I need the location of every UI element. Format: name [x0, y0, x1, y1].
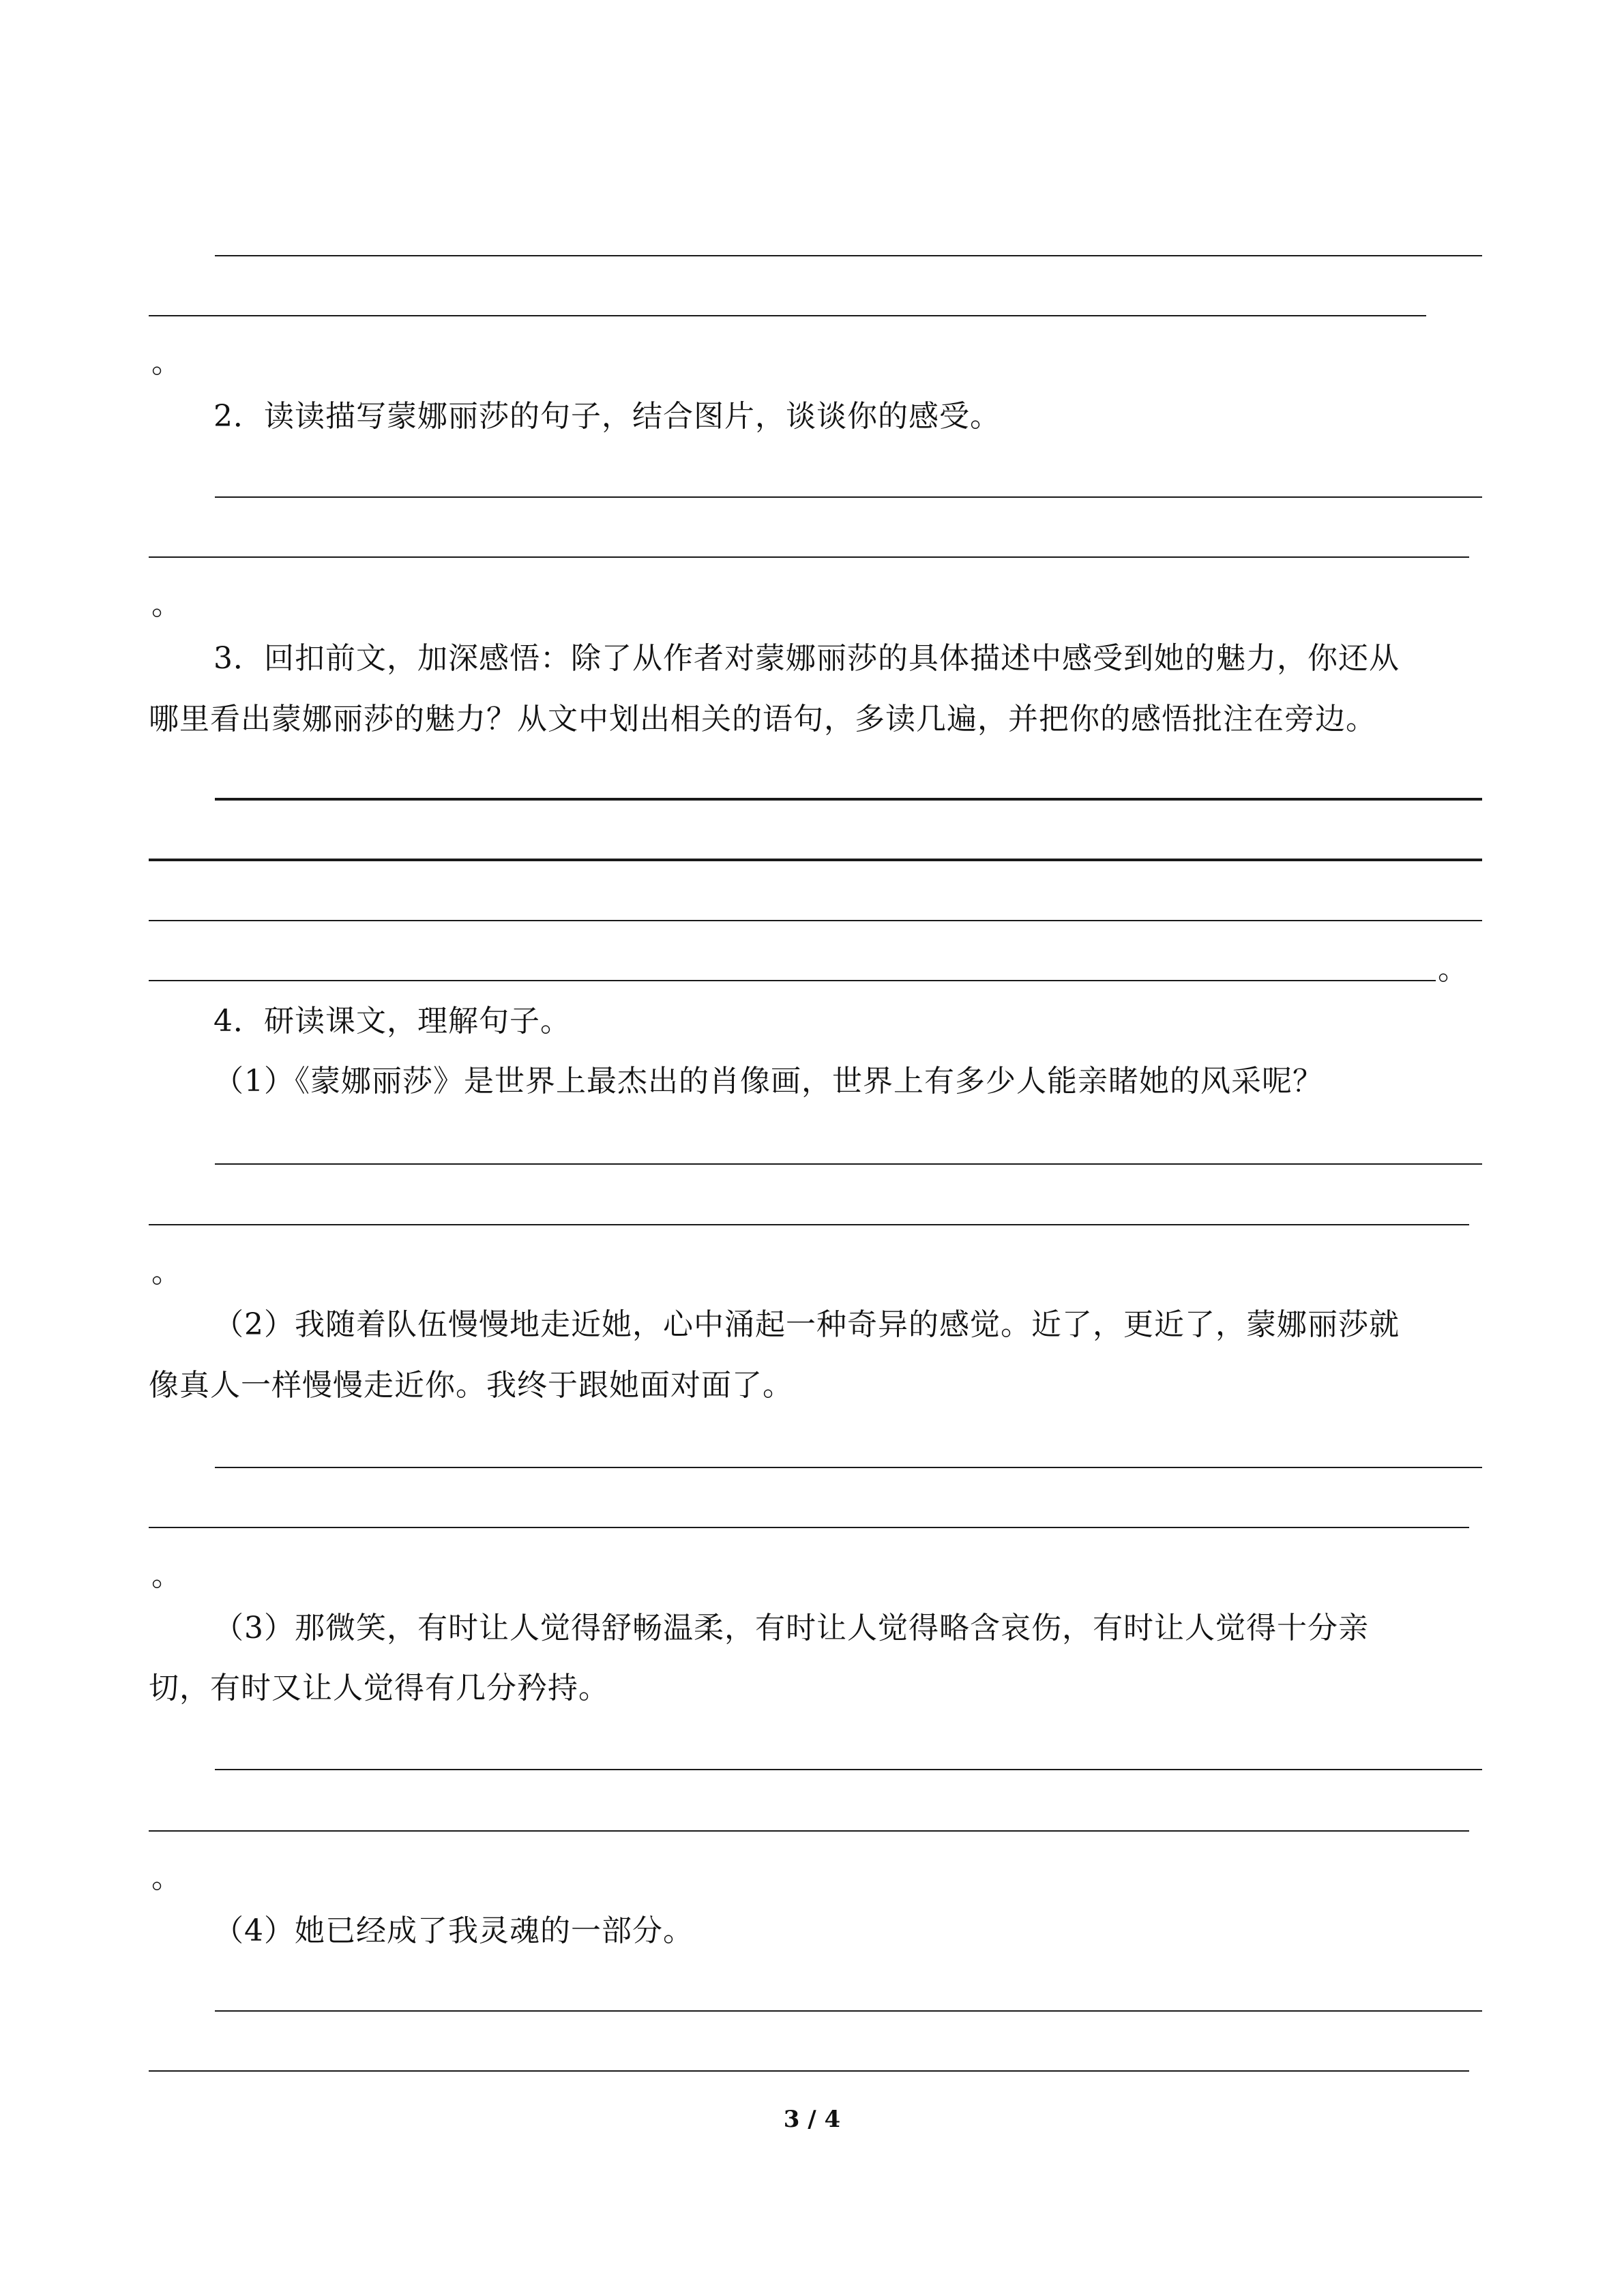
- question-3-line-1: 3．回扣前文，加深感悟：除了从作者对蒙娜丽莎的具体描述中感受到她的魅力，你还从: [213, 641, 1400, 676]
- question-4-3-line-2: 切，有时又让人觉得有几分矜持。: [149, 1671, 609, 1705]
- question-4-2-line-2: 像真人一样慢慢走近你。我终于跟她面对面了。: [149, 1368, 793, 1403]
- question-4-3-line-1: （3）那微笑，有时让人觉得舒畅温柔，有时让人觉得略含哀伤，有时让人觉得十分亲: [213, 1611, 1369, 1645]
- period-mark: 。: [151, 1860, 181, 1895]
- answer-line[interactable]: [215, 1769, 1482, 1770]
- question-3-line-2: 哪里看出蒙娜丽莎的魅力？从文中划出相关的语句，多读几遍，并把你的感悟批注在旁边。: [149, 702, 1376, 736]
- answer-line[interactable]: [215, 798, 1482, 801]
- period-mark: 。: [151, 1558, 181, 1593]
- page-number: 3 / 4: [783, 2106, 841, 2133]
- question-4: 4．研读课文，理解句子。: [213, 1004, 571, 1039]
- question-4-1: （1）《蒙娜丽莎》是世界上最杰出的肖像画，世界上有多少人能亲睹她的风采呢？: [213, 1064, 1323, 1099]
- question-2: 2．读读描写蒙娜丽莎的句子，结合图片，谈谈你的感受。: [213, 399, 1001, 434]
- period-mark: 。: [1438, 952, 1468, 987]
- answer-line[interactable]: [149, 980, 1436, 981]
- question-4-4: （4）她已经成了我灵魂的一部分。: [213, 1913, 694, 1948]
- answer-line[interactable]: [149, 315, 1426, 316]
- answer-line[interactable]: [215, 255, 1482, 256]
- answer-line[interactable]: [149, 2070, 1469, 2072]
- answer-line[interactable]: [149, 556, 1469, 558]
- answer-line[interactable]: [215, 1163, 1482, 1165]
- period-mark: 。: [151, 1255, 181, 1289]
- answer-line[interactable]: [149, 1224, 1469, 1225]
- question-4-2-line-1: （2）我随着队伍慢慢地走近她，心中涌起一种奇异的感觉。近了，更近了，蒙娜丽莎就: [213, 1307, 1400, 1342]
- period-mark: 。: [151, 345, 181, 380]
- answer-line[interactable]: [149, 1830, 1469, 1832]
- answer-line[interactable]: [149, 1527, 1469, 1528]
- answer-line[interactable]: [149, 859, 1482, 861]
- period-mark: 。: [151, 587, 181, 622]
- answer-line[interactable]: [215, 2010, 1482, 2012]
- answer-line[interactable]: [149, 920, 1482, 921]
- answer-line[interactable]: [215, 1467, 1482, 1468]
- answer-line[interactable]: [215, 496, 1482, 498]
